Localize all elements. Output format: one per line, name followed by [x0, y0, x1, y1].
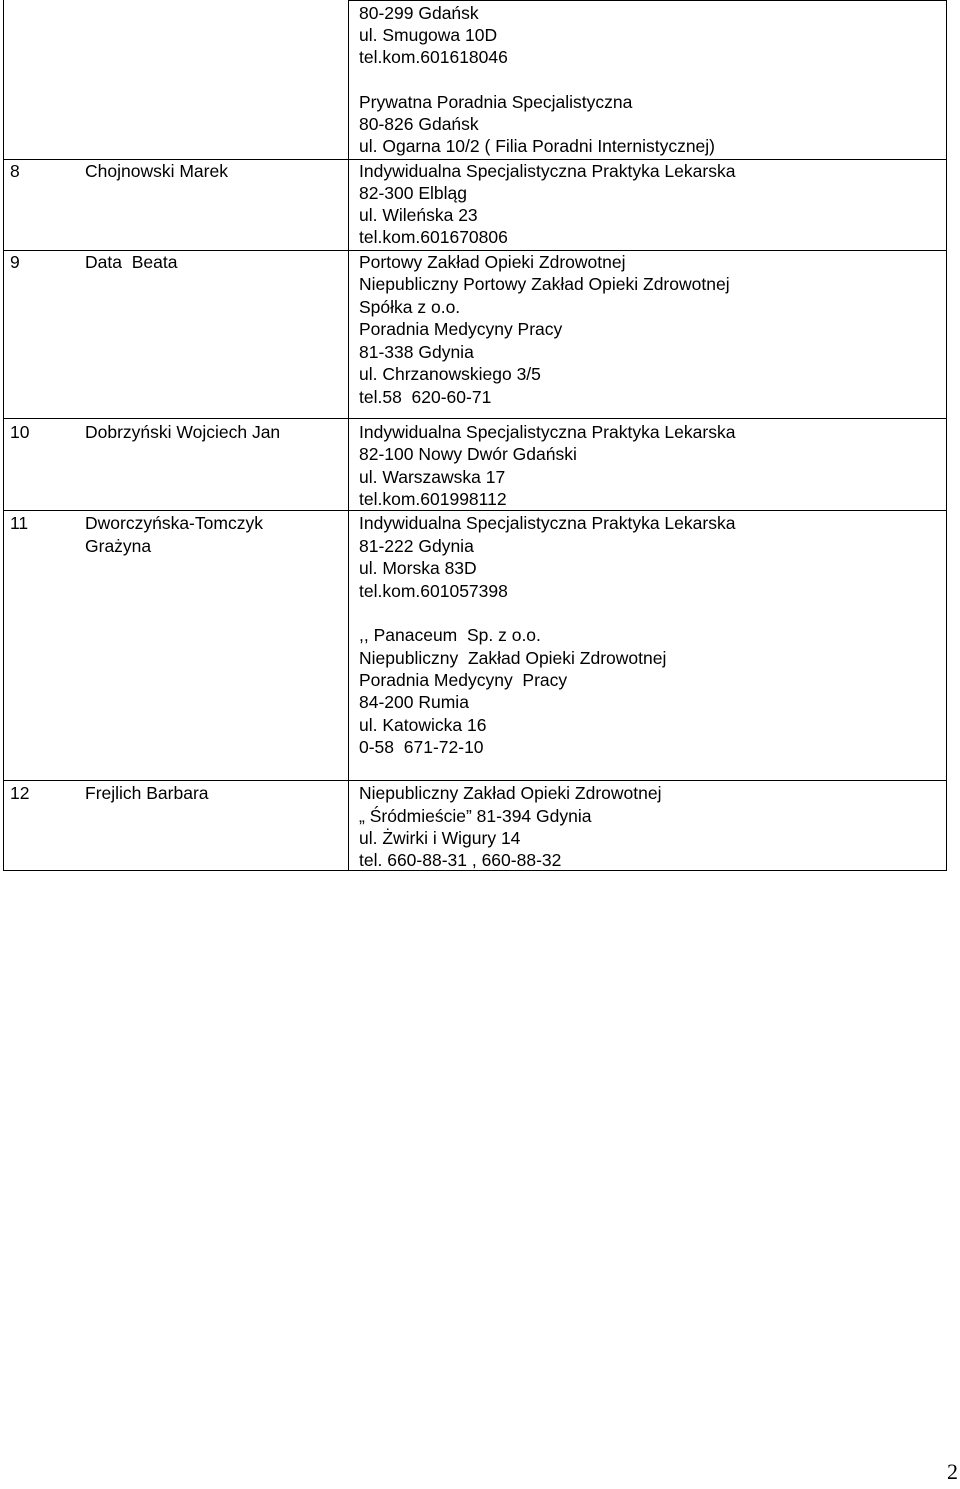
row-number: 9 [10, 252, 20, 272]
row-divider [3, 510, 947, 511]
doctor-name: Frejlich Barbara [85, 783, 209, 803]
address-line: ul. Chrzanowskiego 3/5 [359, 364, 541, 384]
address-line: Indywidualna Specjalistyczna Praktyka Lekarska [359, 422, 736, 442]
address-line: tel.kom.601057398 [359, 581, 508, 601]
address-line: Niepubliczny Zakład Opieki Zdrowotnej [359, 648, 667, 668]
doctor-name: Chojnowski Marek [85, 161, 228, 181]
address-line: Niepubliczny Portowy Zakład Opieki Zdrowotnej [359, 274, 730, 294]
address-line: 82-100 Nowy Dwór Gdański [359, 444, 577, 464]
address-line: Portowy Zakład Opieki Zdrowotnej [359, 252, 626, 272]
row-number: 11 [10, 513, 29, 533]
address-line: Poradnia Medycyny Pracy [359, 670, 568, 690]
address-line: tel.kom.601618046 [359, 47, 508, 67]
address-line: Indywidualna Specjalistyczna Praktyka Lekarska [359, 161, 736, 181]
row-divider [3, 780, 947, 781]
address-line: ul. Morska 83D [359, 558, 477, 578]
address-line: ul. Warszawska 17 [359, 467, 506, 487]
address-line: tel.58 620-60-71 [359, 387, 492, 407]
address-line: Prywatna Poradnia Specjalistyczna [359, 92, 633, 112]
address-line: ul. Katowicka 16 [359, 715, 487, 735]
address-line: 80-299 Gdańsk [359, 3, 479, 23]
address-line: Indywidualna Specjalistyczna Praktyka Lekarska [359, 513, 736, 533]
row-divider [3, 418, 947, 419]
address-line: ,, Panaceum Sp. z o.o. [359, 625, 541, 645]
doctor-name: Grażyna [85, 536, 152, 556]
address-line: „ Śródmieście” 81-394 Gdynia [359, 806, 592, 826]
address-line: 84-200 Rumia [359, 692, 469, 712]
table-top-border [348, 0, 947, 1]
doctor-name: Dobrzyński Wojciech Jan [85, 422, 281, 442]
doctor-name: Data Beata [85, 252, 178, 272]
address-line: 80-826 Gdańsk [359, 114, 479, 134]
address-line: Spółka z o.o. [359, 297, 461, 317]
address-line: 82-300 Elbląg [359, 183, 467, 203]
address-line: ul. Ogarna 10/2 ( Filia Poradni Internistycznej) [359, 136, 715, 156]
address-line: 0-58 671-72-10 [359, 737, 484, 757]
address-line: tel.kom.601670806 [359, 227, 508, 247]
column-divider [348, 0, 349, 780]
row-number: 12 [10, 783, 30, 803]
row-number: 10 [10, 422, 30, 442]
address-line: 81-338 Gdynia [359, 342, 474, 362]
doctor-name: Dworczyńska-Tomczyk [85, 513, 263, 533]
address-line: tel.kom.601998112 [359, 489, 507, 509]
row-number: 8 [10, 161, 20, 181]
address-line: ul. Wileńska 23 [359, 205, 478, 225]
page-number: 2 [947, 1459, 958, 1484]
column-divider [348, 780, 349, 871]
address-line: tel. 660-88-31 , 660-88-32 [359, 850, 562, 870]
address-line: ul. Żwirki i Wigury 14 [359, 828, 521, 848]
address-line: Niepubliczny Zakład Opieki Zdrowotnej [359, 783, 662, 803]
address-line: Poradnia Medycyny Pracy [359, 319, 563, 339]
address-line: ul. Smugowa 10D [359, 25, 498, 45]
address-line: 81-222 Gdynia [359, 536, 474, 556]
